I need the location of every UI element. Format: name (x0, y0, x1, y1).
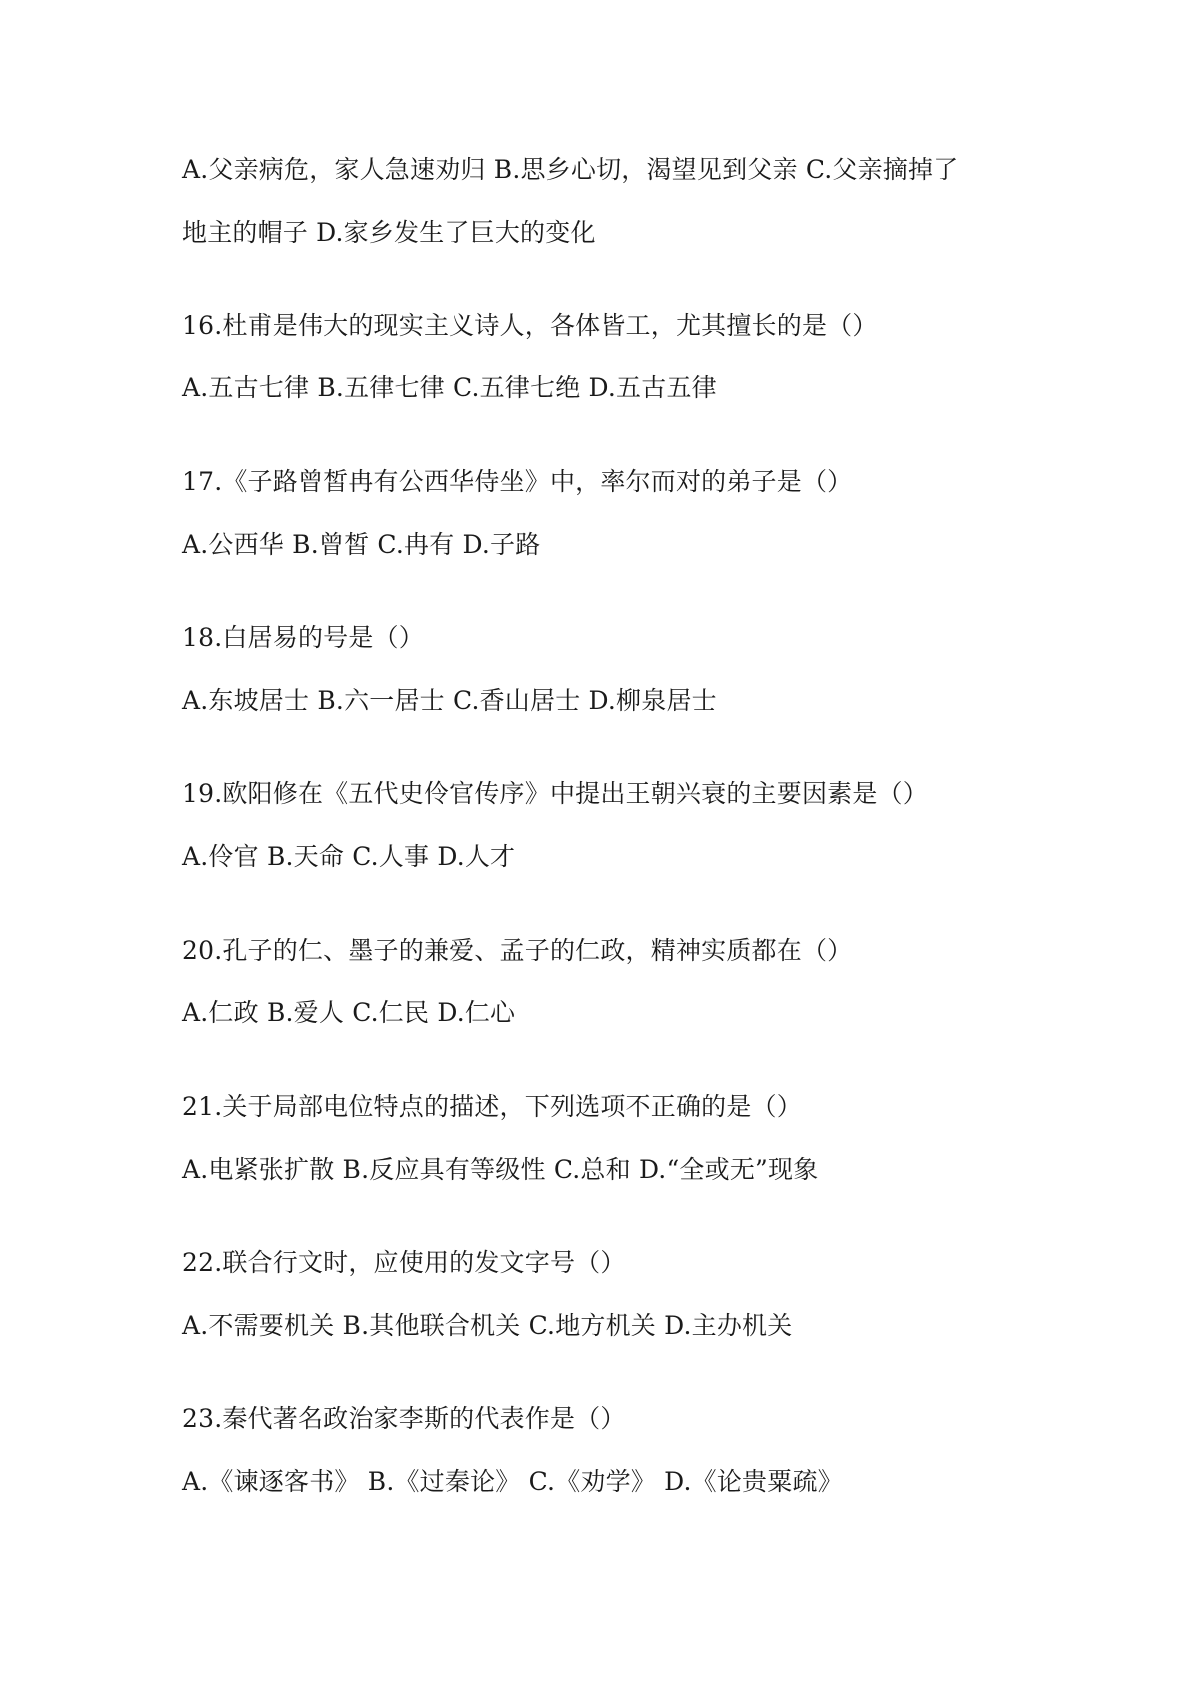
question-21-stem: 21.关于局部电位特点的描述，下列选项不正确的是（） (182, 1092, 802, 1121)
question-21-options: A.电紧张扩散 B.反应具有等级性 C.总和 D.“全或无”现象 (182, 1155, 819, 1184)
question-19-options: A.伶官 B.天命 C.人事 D.人才 (182, 842, 516, 871)
question-18-stem: 18.白居易的号是（） (182, 623, 424, 652)
question-17-stem: 17.《子路曾皙冉有公西华侍坐》中，率尔而对的弟子是（） (182, 467, 853, 496)
question-20-options: A.仁政 B.爱人 C.仁民 D.仁心 (182, 998, 516, 1027)
question-19-stem: 19.欧阳修在《五代史伶官传序》中提出王朝兴衰的主要因素是（） (182, 779, 928, 808)
question-20-stem: 20.孔子的仁、墨子的兼爱、孟子的仁政，精神实质都在（） (182, 936, 853, 965)
question-16-stem: 16.杜甫是伟大的现实主义诗人，各体皆工，尤其擅长的是（） (182, 311, 878, 340)
question-22-stem: 22.联合行文时，应使用的发文字号（） (182, 1248, 626, 1277)
question-17-options: A.公西华 B.曾皙 C.冉有 D.子路 (182, 530, 541, 559)
question-16-options: A.五古七律 B.五律七律 C.五律七绝 D.五古五律 (182, 373, 717, 402)
question-23-options: A.《谏逐客书》 B.《过秦论》 C.《劝学》 D.《论贵粟疏》 (182, 1467, 843, 1496)
question-18-options: A.东坡居士 B.六一居士 C.香山居士 D.柳泉居士 (182, 686, 717, 715)
question-23-stem: 23.秦代著名政治家李斯的代表作是（） (182, 1404, 626, 1433)
continuation-options-line-2: 地主的帽子 D.家乡发生了巨大的变化 (182, 218, 596, 247)
continuation-options-line-1: A.父亲病危，家人急速劝归 B.思乡心切，渴望见到父亲 C.父亲摘掉了 (182, 155, 959, 184)
question-22-options: A.不需要机关 B.其他联合机关 C.地方机关 D.主办机关 (182, 1311, 793, 1340)
